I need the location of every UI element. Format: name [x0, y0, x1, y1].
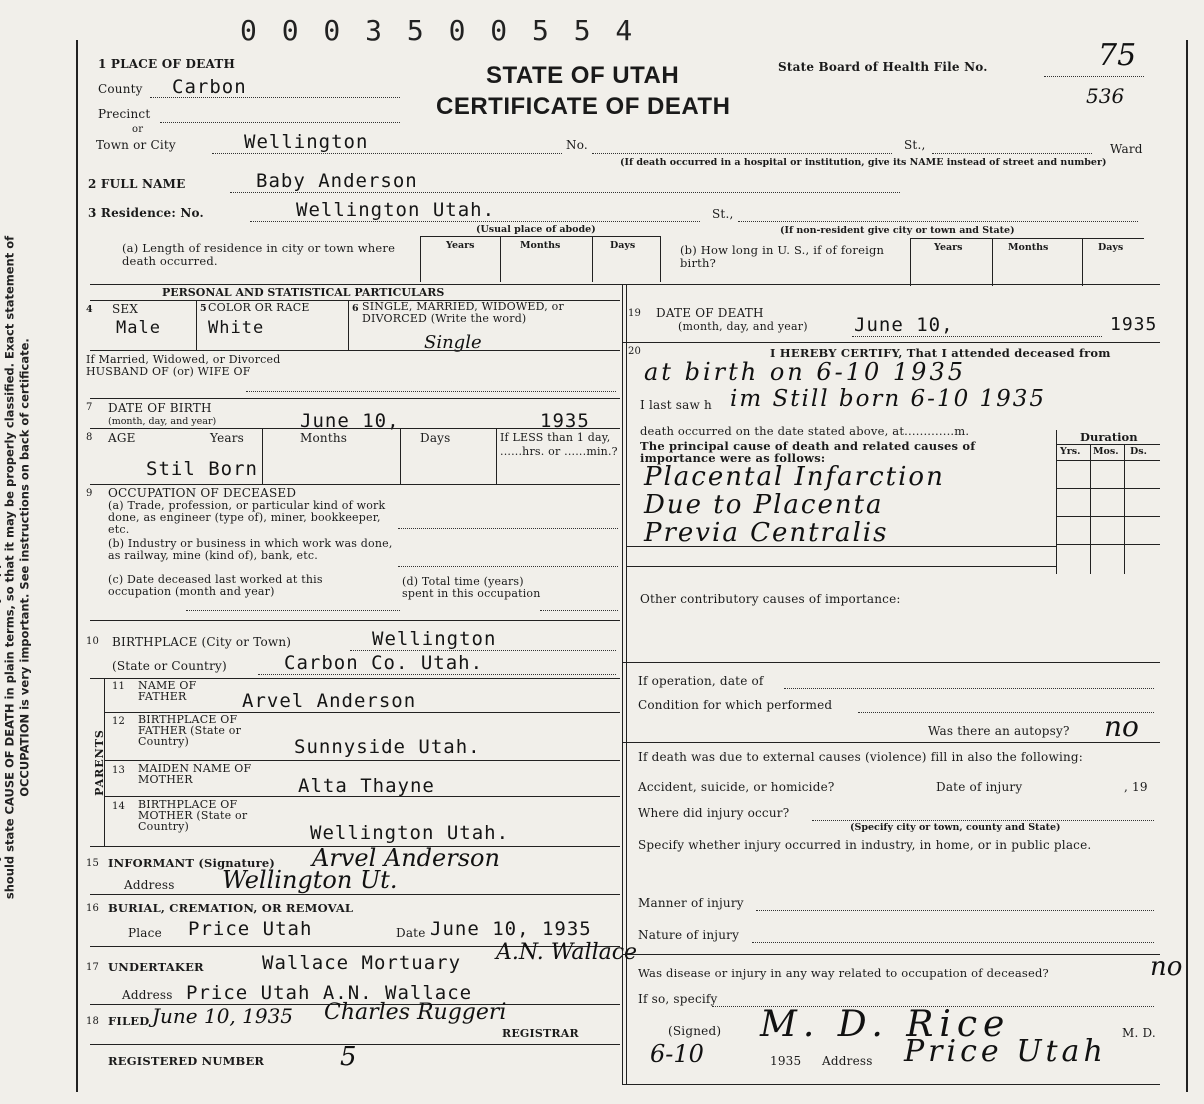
res-years: Years: [446, 240, 475, 251]
file-number-2: 536: [1086, 84, 1125, 108]
age-days: Days: [420, 431, 451, 445]
birthplace-state: Carbon Co. Utah.: [284, 652, 484, 674]
cause-3: Previa Centralis: [644, 518, 889, 548]
death-date: June 10,: [854, 314, 954, 336]
dob-year: 1935: [540, 410, 590, 432]
abode-note: (Usual place of abode): [476, 224, 596, 235]
foreign-months: Months: [1008, 242, 1049, 253]
informant-signature: Arvel Anderson: [312, 844, 500, 872]
or-label: or: [132, 124, 144, 135]
full-name-label: 2 FULL NAME: [88, 177, 186, 191]
occupation-answer: no: [1150, 952, 1183, 982]
registrar-label: REGISTRAR: [502, 1027, 579, 1040]
certificate-number: 0 0 0 3 5 0 0 5 5 4: [240, 14, 637, 47]
external-label: If death was due to external causes (violence) fill in also the following:: [638, 750, 1084, 764]
occurred-text: death occurred on the date stated above, at.............m.: [640, 424, 970, 438]
death-date-num: 19: [628, 308, 642, 319]
residence-value: Wellington Utah.: [296, 199, 496, 221]
state-title: STATE OF UTAH: [486, 62, 680, 89]
father-bp-label: BIRTHPLACE OF FATHER (State or Country): [138, 713, 242, 748]
death-year: 1935: [1110, 314, 1158, 335]
dob-label: DATE OF BIRTH: [108, 401, 212, 415]
color-num: 5: [200, 303, 207, 314]
death-date-sub: (month, day, and year): [678, 320, 808, 333]
dob-value: June 10,: [300, 410, 400, 432]
birthplace-state-label: (State or Country): [112, 659, 227, 673]
age-label: AGE: [108, 431, 136, 445]
undertaker-label: UNDERTAKER: [108, 960, 204, 974]
place-of-death-label: 1 PLACE OF DEATH: [98, 57, 235, 71]
sex-label-num: 4: [86, 304, 93, 315]
occ-c: (c) Date deceased last worked at this occupation (month and year): [108, 573, 323, 598]
cause-1: Placental Infarction: [644, 462, 945, 492]
mother-bp-num: 14: [112, 801, 126, 812]
reg-number: 5: [340, 1042, 357, 1072]
board-file-label: State Board of Health File No.: [778, 60, 988, 74]
undertaker-signature: A.N. Wallace: [496, 940, 638, 965]
age-months: Months: [300, 431, 348, 445]
last-saw-hand: im Still born 6-10 1935: [730, 386, 1047, 412]
side-instructions: [0, 38, 33, 1098]
physician-signature: M. D. Rice: [760, 1004, 1011, 1045]
foreign-days: Days: [1098, 242, 1124, 253]
full-name-value: Baby Anderson: [256, 170, 418, 192]
occ-a: (a) Trade, profession, or particular kind of work done, as engineer (type of), miner, bookkeeper, etc.: [108, 499, 386, 536]
informant-address: Wellington Ut.: [222, 866, 398, 894]
certify-hand: at birth on 6-10 1935: [644, 358, 966, 386]
duration-yrs: Yrs.: [1060, 446, 1081, 457]
informant-num: 15: [86, 858, 100, 869]
father-bp-num: 12: [112, 716, 126, 727]
operation-label: If operation, date of: [638, 674, 764, 688]
autopsy-answer: no: [1104, 710, 1139, 743]
res-days: Days: [610, 240, 636, 251]
birthplace-city: Wellington: [372, 628, 497, 650]
mother-bp-value: Wellington Utah.: [310, 822, 510, 844]
res-months: Months: [520, 240, 561, 251]
duration-label: Duration: [1080, 430, 1138, 444]
condition-label: Condition for which performed: [638, 698, 833, 712]
signed-year: 1935: [770, 1054, 802, 1068]
nonresident-note: (If non-resident give city or town and State): [780, 225, 1015, 236]
accident-label: Accident, suicide, or homicide?: [638, 780, 835, 794]
certify-text: I HEREBY CERTIFY, That I attended deceased from: [770, 346, 1111, 360]
mother-bp-label: BIRTHPLACE OF MOTHER (State or Country): [138, 798, 248, 833]
burial-date: June 10, 1935: [430, 918, 592, 940]
no-label: No.: [566, 138, 588, 152]
md-label: M. D.: [1122, 1026, 1156, 1040]
informant-address-label: Address: [124, 878, 175, 892]
father-num: 11: [112, 681, 126, 692]
where-injury-label: Where did injury occur?: [638, 806, 790, 820]
age-value: Stil Born: [146, 458, 258, 480]
marital-label: SINGLE, MARRIED, WIDOWED, or DIVORCED (Write the word): [362, 300, 564, 325]
cause-2: Due to Placenta: [644, 490, 884, 520]
undertaker-address: Price Utah A.N. Wallace: [186, 982, 473, 1004]
undertaker-name: Wallace Mortuary: [262, 952, 462, 974]
county-label: County: [98, 82, 143, 96]
informant-label: INFORMANT (Signature): [108, 856, 276, 870]
parents-label: PARENTS: [92, 729, 106, 796]
certify-num: 20: [628, 346, 642, 357]
burial-place-label: Place: [128, 926, 162, 940]
filed-date: June 10, 1935: [152, 1004, 294, 1028]
father-label: NAME OF FATHER: [138, 679, 197, 703]
mother-value: Alta Thayne: [298, 775, 435, 797]
color-value: White: [208, 318, 265, 338]
injury-year: , 19: [1124, 780, 1148, 794]
date-injury-label: Date of injury: [936, 780, 1023, 794]
sex-value: Male: [116, 318, 161, 338]
specify-industry: Specify whether injury occurred in industry, in home, or in public place.: [638, 838, 1092, 852]
town-value: Wellington: [244, 131, 369, 153]
occ-d: (d) Total time (years) spent in this occupation: [402, 575, 541, 600]
father-value: Arvel Anderson: [242, 690, 417, 712]
nature-label: Nature of injury: [638, 928, 740, 942]
if-so-label: If so, specify: [638, 992, 718, 1006]
burial-num: 16: [86, 903, 100, 914]
principal-cause: The principal cause of death and related causes of importance were as follows:: [640, 439, 976, 465]
age-num: 8: [86, 432, 93, 443]
marital-num: 6: [352, 303, 359, 314]
death-date-label: DATE OF DEATH: [656, 306, 764, 320]
manner-label: Manner of injury: [638, 896, 744, 910]
autopsy-label: Was there an autopsy?: [928, 724, 1070, 738]
undertaker-num: 17: [86, 962, 100, 973]
other-causes: Other contributory causes of importance:: [640, 592, 901, 606]
burial-date-label: Date: [396, 926, 426, 940]
burial-label: BURIAL, CREMATION, OR REMOVAL: [108, 901, 354, 915]
reg-number-label: REGISTERED NUMBER: [108, 1054, 265, 1068]
occupation-related: Was disease or injury in any way related to occupation of deceased?: [638, 966, 1049, 980]
st-label: St.,: [904, 138, 926, 152]
birthplace-label: BIRTHPLACE (City or Town): [112, 635, 292, 649]
mother-num: 13: [112, 765, 126, 776]
last-saw-label: I last saw h: [640, 398, 712, 412]
specify-city: (Specify city or town, county and State): [850, 822, 1061, 833]
personal-heading: PERSONAL AND STATISTICAL PARTICULARS: [162, 286, 445, 299]
burial-place: Price Utah: [188, 918, 313, 940]
occ-num: 9: [86, 488, 93, 499]
less-than-label: If LESS than 1 day, ......hrs. or ......min.?: [500, 431, 618, 458]
signed-date: 6-10: [650, 1040, 704, 1068]
age-years: Years: [210, 431, 245, 445]
county-value: Carbon: [172, 76, 247, 98]
spouse-label: If Married, Widowed, or Divorced HUSBAND OF (or) WIFE OF: [86, 353, 281, 378]
physician-address-label: Address: [822, 1054, 873, 1068]
dob-num: 7: [86, 402, 93, 413]
certificate-title: CERTIFICATE OF DEATH: [436, 93, 731, 120]
filed-num: 18: [86, 1016, 100, 1027]
side-line-3: OCCUPATION is very important. See instructions on back of certificate.: [17, 338, 32, 797]
file-number: 75: [1098, 38, 1137, 73]
precinct-label: Precinct: [98, 107, 151, 121]
occupation-label: OCCUPATION OF DECEASED: [108, 486, 297, 500]
registrar-signature: Charles Ruggeri: [324, 1000, 507, 1025]
residence-st-label: St.,: [712, 207, 734, 221]
side-line-2: should state CAUSE OF DEATH in plain terms, so that it may be properly classified. Exact statement of: [2, 235, 17, 900]
color-label: COLOR OR RACE: [208, 301, 310, 314]
ward-label: Ward: [1110, 142, 1143, 156]
undertaker-address-label: Address: [122, 988, 173, 1002]
mother-label: MAIDEN NAME OF MOTHER: [138, 762, 252, 786]
bp-num: 10: [86, 636, 100, 647]
foreign-years: Years: [934, 242, 963, 253]
residence-label: 3 Residence: No.: [88, 206, 204, 220]
duration-mos: Mos.: [1093, 446, 1119, 457]
town-label: Town or City: [96, 138, 176, 152]
marital-value: Single: [424, 332, 482, 353]
physician-address: Price Utah: [904, 1034, 1107, 1069]
father-bp-value: Sunnyside Utah.: [294, 736, 481, 758]
dob-sub: (month, day, and year): [108, 416, 217, 427]
length-residence-label: (a) Length of residence in city or town where death occurred.: [122, 241, 396, 268]
occ-b: (b) Industry or business in which work was done, as railway, mine (kind of), bank, etc.: [108, 537, 393, 562]
signed-label: (Signed): [668, 1024, 722, 1038]
filed-label: FILED: [108, 1014, 150, 1028]
hospital-note: (If death occurred in a hospital or institution, give its NAME instead of street and number): [620, 157, 1107, 168]
foreign-birth-label: (b) How long in U. S., if of foreign birth?: [680, 243, 885, 270]
sex-label: SEX: [112, 302, 139, 316]
duration-ds: Ds.: [1130, 446, 1147, 457]
